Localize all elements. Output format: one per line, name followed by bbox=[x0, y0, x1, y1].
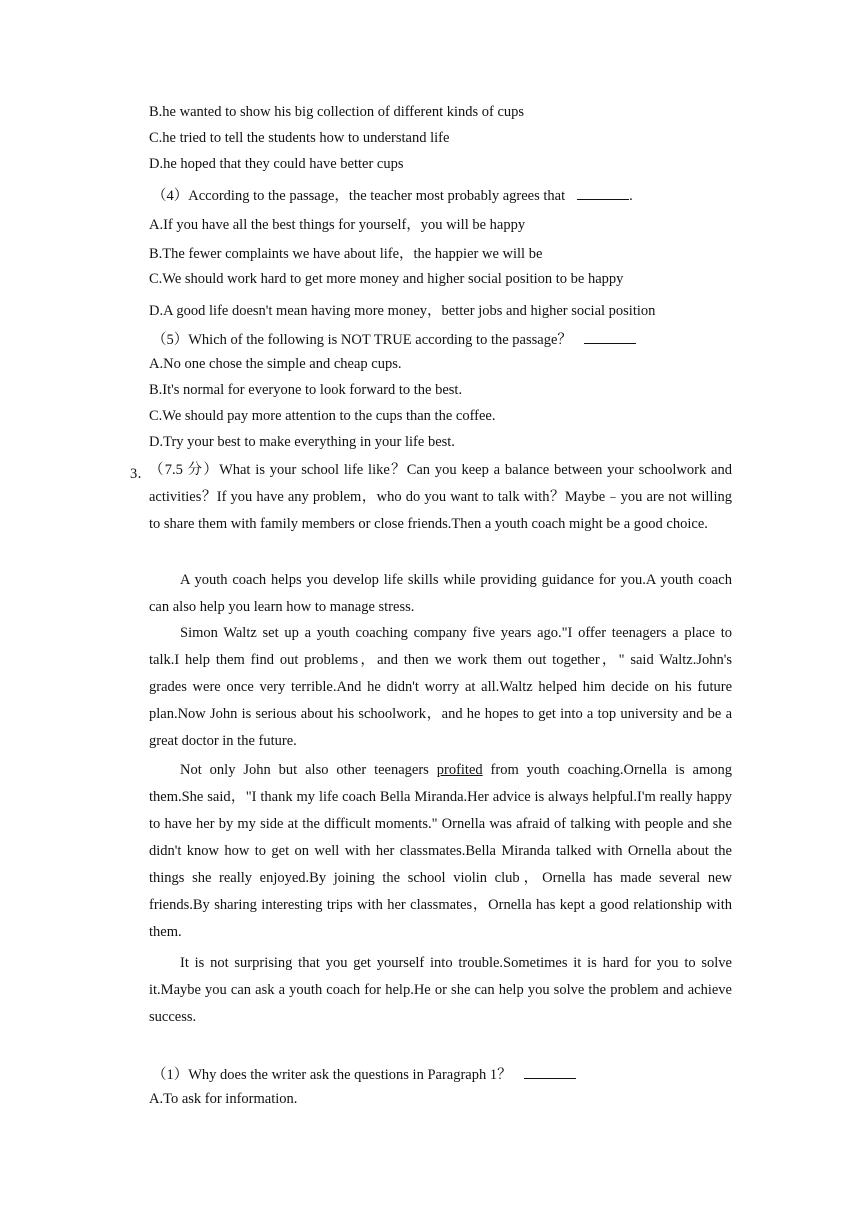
answer-blank[interactable] bbox=[577, 187, 629, 200]
q2-4-option-b: B.The fewer complaints we have about life，the happier we will be bbox=[149, 246, 543, 262]
q2-5-option-b: B.It's normal for everyone to look forward to the best. bbox=[149, 382, 463, 398]
q2-5-stem bbox=[152, 328, 636, 349]
q2-4-stem-tail: . bbox=[629, 188, 633, 204]
q2-4-option-d: D.A good life doesn't mean having more money，better jobs and higher social position bbox=[149, 303, 656, 319]
q2-5-option-d: D.Try your best to make everything in your life best. bbox=[149, 434, 455, 450]
q3-1-option-a: A.To ask for information. bbox=[149, 1091, 298, 1107]
q2-5-stem-text: （5）Which of the following is NOT TRUE according to the passage？ bbox=[152, 332, 572, 348]
q3-1-stem bbox=[152, 1063, 576, 1084]
passage-paragraph-4 bbox=[149, 757, 732, 946]
q2-3-option-d: D.he hoped that they could have better cups bbox=[149, 156, 404, 172]
q2-4-stem-text: （4）According to the passage，the teacher most probably agrees that bbox=[152, 188, 566, 204]
passage-intro: （7.5 分）What is your school life like？Can you keep a balance between your schoolwork and activities？If you have any problem，who do you want to talk with？Maybe﹣you are not willing to share them with family members or close friends.Then a youth coach might be a good choice. bbox=[149, 462, 732, 532]
q2-5-option-a: A.No one chose the simple and cheap cups. bbox=[149, 356, 402, 372]
passage-paragraph-3: Simon Waltz set up a youth coaching company five years ago."I offer teenagers a place to talk.I help them find out problems，and then we work them out together，" said Waltz.John's grades were once very terrible.And he didn't worry at all.Waltz helped him decide on his future plan.Now John is serious about his schoolwork，and he hopes to get into a top university and be a great doctor in the future. bbox=[149, 625, 732, 749]
passage-paragraph-5: It is not surprising that you get yourself into trouble.Sometimes it is hard for you to solve it.Maybe you can ask a youth coach for help.He or she can help you solve the problem and achieve success. bbox=[149, 955, 732, 1025]
question-number: 3． bbox=[130, 466, 152, 482]
q2-4-option-a: A.If you have all the best things for yourself，you will be happy bbox=[149, 217, 526, 233]
q2-4-option-c: C.We should work hard to get more money and higher social position to be happy bbox=[149, 271, 624, 287]
underlined-word: profited bbox=[436, 762, 483, 778]
passage-paragraph-2: A youth coach helps you develop life skills while providing guidance for you.A youth coach can also help you learn how to manage stress. bbox=[149, 572, 732, 615]
q3-1-stem-text: （1）Why does the writer ask the questions in Paragraph 1？ bbox=[152, 1067, 512, 1083]
q2-3-option-c: C.he tried to tell the students how to understand life bbox=[149, 130, 450, 146]
p4-text-start: Not only John but also other teenagers bbox=[180, 762, 437, 778]
q2-4-stem bbox=[152, 184, 633, 205]
p4-text-end: from youth coaching.Ornella is among them.She said，"I thank my life coach Bella Miranda.Her advice is always helpful.I'm really happy to have her by my side at the difficult moments." Ornella was afraid of talking with people and she didn't know how to get on well with her classmates.Bella Miranda talked with Ornella about the things she really enjoyed.By joining the school violin club，Ornella has made several new friends.By sharing interesting trips with her classmates，Ornella has kept a good relationship with them. bbox=[149, 762, 732, 940]
q2-3-option-b: B.he wanted to show his big collection of different kinds of cups bbox=[149, 104, 525, 120]
q2-5-option-c: C.We should pay more attention to the cups than the coffee. bbox=[149, 408, 496, 424]
answer-blank[interactable] bbox=[584, 331, 636, 344]
answer-blank[interactable] bbox=[524, 1066, 576, 1079]
